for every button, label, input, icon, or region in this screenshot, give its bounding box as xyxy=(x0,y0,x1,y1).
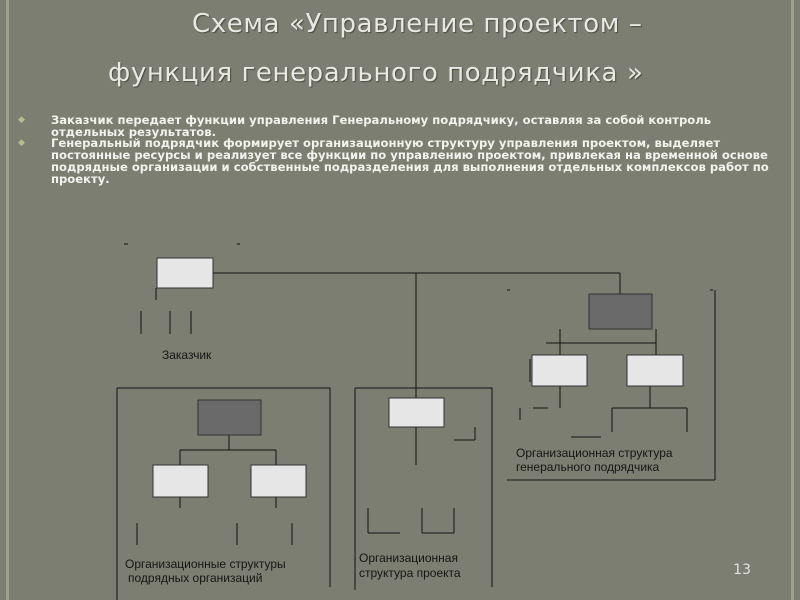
contractor-box-left xyxy=(153,465,208,497)
label-customer: Заказчик xyxy=(162,348,212,362)
triangle-bullet-icon: ◆ xyxy=(18,115,25,125)
gc-sub-box-right xyxy=(627,355,683,386)
label-project-2: структура проекта xyxy=(359,566,461,580)
project-head-box xyxy=(389,398,444,427)
bullet-text-2: Генеральный подрядчик формирует организационную структуру управления проектом, выделяет постоянные ресурсы и реализует все функции по управлению проектом, привлекая на временной основе подрядные организации и собственные подразделения для выполнения отдельных комплексов работ по проекту. xyxy=(51,136,769,186)
bullet-text-1: Заказчик передает функции управления Генеральному подрядчику, оставляя за собой контроль отдельных результатов. xyxy=(51,113,712,139)
gc-sub-box-left xyxy=(532,355,587,386)
contractors-head-box xyxy=(198,400,261,435)
slide-title-line-1: Схема «Управление проектом – xyxy=(192,9,643,39)
general-contractor-box xyxy=(589,294,652,329)
slide-title-line-2: функция генерального подрядчика » xyxy=(108,58,644,88)
page-number: 13 xyxy=(733,562,751,578)
label-contractors-2: подрядных организаций xyxy=(128,571,263,585)
label-gc-structure-1: Организационная структура xyxy=(516,446,673,460)
contractor-box-right xyxy=(251,465,306,497)
label-project-1: Организационная xyxy=(359,551,458,565)
triangle-bullet-icon: ◆ xyxy=(18,138,25,148)
label-gc-structure-2: генерального подрядчика xyxy=(516,460,660,474)
customer-box xyxy=(157,258,213,288)
label-contractors-1: Организационные структуры xyxy=(125,557,286,571)
